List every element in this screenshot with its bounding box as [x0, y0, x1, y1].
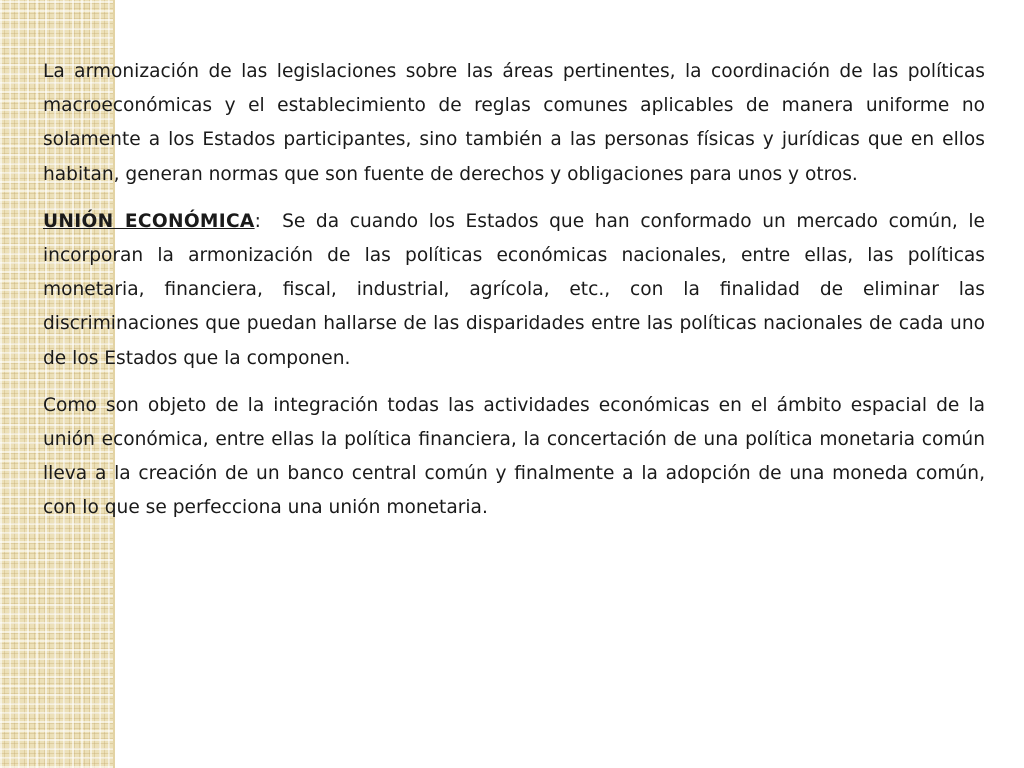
paragraph-economic-union: [43, 205, 985, 376]
paragraph-text: Como son objeto de la integración todas las actividades económicas en el ámbito espacial de la unión económica, entre ellas la política financiera, la concertación de una política monetaria común lleva a la creación de un banco central común y finalmente a la adopción de una moneda común, con lo que se perfecciona una unión monetaria.: [43, 394, 985, 519]
paragraph-text: Se da cuando los Estados que han conformado un mercado común, le incorporan la armonización de las políticas económicas nacionales, entre ellas, las políticas monetaria, financiera, fiscal, industrial, agrícola, etc., con la finalidad de eliminar las discriminaciones que puedan hallarse de las disparidades entre las políticas nacionales de cada uno de los Estados que la componen.: [43, 210, 985, 369]
paragraph-monetary-union: [43, 389, 985, 526]
term-separator: :: [254, 210, 261, 232]
slide-body: [43, 55, 985, 539]
term-economic-union: UNIÓN ECONÓMICA: [43, 210, 255, 232]
paragraph-text: La armonización de las legislaciones sobre las áreas pertinentes, la coordinación de las políticas macroeconómicas y el establecimiento de reglas comunes aplicables de manera uniforme no solamente a los Estados participantes, sino también a las personas físicas y jurídicas que en ellos habitan, generan normas que son fuente de derechos y obligaciones para unos y otros.: [43, 61, 985, 185]
paragraph-legislation: [43, 55, 985, 192]
